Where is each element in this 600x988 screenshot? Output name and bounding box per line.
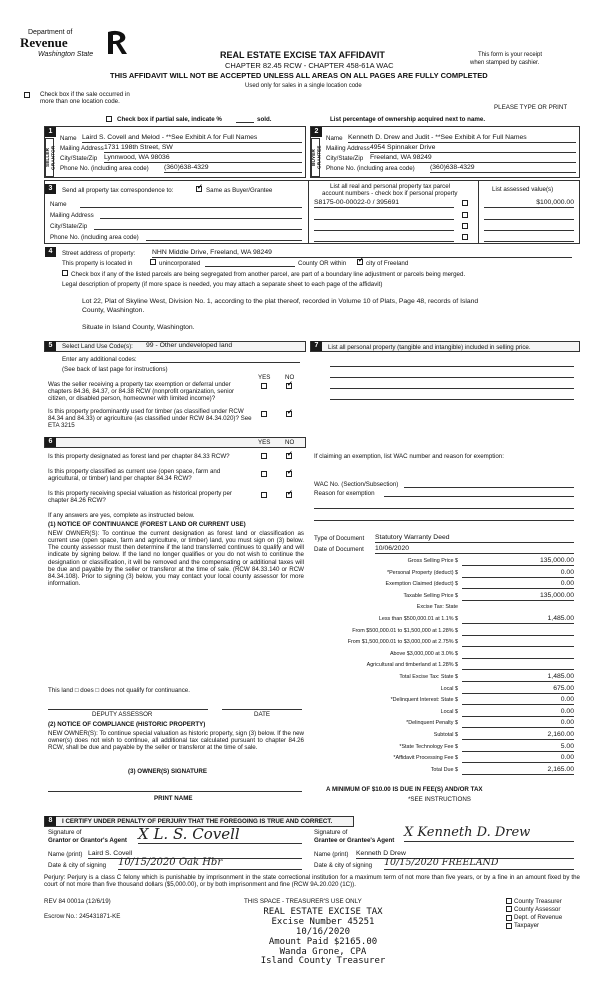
tax-row-label: *Affidavit Processing Fee $	[393, 755, 458, 762]
tax-row-label: From $500,000.01 to $1,500,000 at 1.28% $	[352, 627, 458, 634]
segregated-checkbox[interactable]	[62, 270, 70, 277]
buyer-city-label: City/State/Zip	[326, 155, 364, 162]
tax-row-value[interactable]	[462, 638, 574, 647]
send-to-label: Send all property tax correspondence to:	[62, 187, 174, 194]
partial-sale-sold: sold.	[257, 116, 272, 123]
seller-phone-field[interactable]: (360)638-4329	[164, 164, 302, 173]
grantor-sig-label-1: Signature of	[48, 829, 82, 836]
parcel-header-1: List all real and personal property tax parcel	[330, 183, 451, 190]
s6-q3-no[interactable]	[286, 492, 294, 499]
section-6-number: 6	[45, 437, 56, 447]
grantor-signature[interactable]: X L. S. Covell	[138, 826, 302, 844]
stamp-line-2: Excise Number 45251	[271, 916, 375, 927]
grantor-name-label: Name (print)	[48, 851, 83, 858]
buyer-side-label: BUYER GRANTEE	[311, 138, 320, 177]
section-2-number: 2	[311, 127, 322, 137]
buyer-name-field[interactable]: Kenneth D. Drew and Judit - **See Exhibit A for Full Names	[348, 134, 576, 143]
deputy-label: DEPUTY ASSESSOR	[92, 711, 153, 718]
seller-name-field[interactable]: Laird S. Covell and Melod - **See Exhibit A for Full Names	[82, 134, 302, 143]
treasurer-space-label: THIS SPACE - TREASURER'S USE ONLY	[244, 898, 362, 905]
additional-codes-label: Enter any additional codes:	[62, 356, 137, 363]
parcel-line-4	[314, 241, 454, 242]
buyer-city-field[interactable]: Freeland, WA 98249	[370, 154, 576, 163]
seller-address-label: Mailing Address	[60, 145, 104, 152]
same-as-buyer-checkbox[interactable]	[196, 186, 204, 193]
land-use-label: Select Land Use Code(s):	[62, 343, 133, 350]
form-warning: THIS AFFIDAVIT WILL NOT BE ACCEPTED UNLESS ALL AREAS ON ALL PAGES ARE FULLY COMPLETED	[110, 71, 488, 80]
multi-location-label-2: more than one location code.	[40, 98, 120, 105]
tax-row-value[interactable]: 5.00	[462, 743, 574, 752]
parcel-pp-checkbox-1[interactable]	[462, 200, 470, 207]
buyer-name-label: Name	[326, 135, 343, 142]
s3-divider	[308, 180, 309, 244]
grantee-date-field[interactable]: 10/15/2020 FREELAND	[384, 858, 574, 870]
parcel-pp-checkbox-3[interactable]	[462, 223, 470, 230]
seller-city-label: City/State/Zip	[60, 155, 98, 162]
s6-q1-no[interactable]	[286, 453, 294, 460]
parcel-line-2	[314, 219, 454, 220]
certify-text: I CERTIFY UNDER PENALTY OF PERJURY THAT THE FOREGOING IS TRUE AND CORRECT.	[62, 818, 333, 825]
grantee-signature[interactable]: X Kenneth D. Drew	[404, 826, 574, 842]
copy-checkbox[interactable]	[506, 898, 512, 904]
tax-row-label: *State Technology Fee $	[399, 743, 458, 750]
buyer-phone-field[interactable]: (360)638-4329	[430, 164, 576, 173]
reason-label: Reason for exemption	[314, 490, 375, 497]
legal-desc-line-2: County, Washington.	[82, 307, 145, 314]
multi-location-label-1: Check box if the sale occurred in	[40, 91, 130, 98]
s7-label: List all personal property (tangible and intangible) included in selling price.	[328, 344, 531, 351]
notice1-title: (1) NOTICE OF CONTINUANCE (FOREST LAND OR CURRENT USE)	[48, 521, 246, 528]
reason-line-2	[314, 508, 574, 509]
doc-date-label: Date of Document	[314, 546, 364, 553]
s3-name-field[interactable]	[80, 207, 302, 208]
additional-codes-field[interactable]	[150, 362, 300, 363]
buyer-address-field[interactable]: 4954 Spinnaker Drive	[370, 144, 576, 153]
s5-q2-no[interactable]	[286, 411, 294, 418]
copy-item	[506, 922, 562, 929]
tax-row-label: Total Due $	[430, 766, 458, 773]
stamp-line-4: Amount Paid $2165.00	[268, 936, 378, 947]
unincorporated-checkbox[interactable]	[150, 259, 158, 266]
tax-row-value[interactable]: 0.00	[462, 569, 574, 578]
copy-label: Taxpayer	[514, 922, 540, 930]
tax-row-label: *Delinquent Penalty $	[406, 720, 458, 727]
segregated-label: Check box if any of the listed parcels are being segregated from another parcel, are part of a boundary line adjustment or parcels being merged.	[71, 271, 466, 278]
notice2-title: (2) NOTICE OF COMPLIANCE (HISTORIC PROPERTY)	[48, 721, 206, 728]
seller-side-label: SELLER GRANTOR	[45, 138, 54, 177]
tax-row-label: *Personal Property (deduct) $	[386, 569, 458, 576]
assessed-line-2	[484, 219, 574, 220]
deputy-date-line	[222, 709, 302, 710]
s5-q1-text: Was the seller receiving a property tax exemption or deferral under chapters 84.36, 84.37, or 84.38 RCW (nonprofit organization, senior citizen, or disabled person, homeowner with limited income)?	[48, 381, 235, 403]
copy-checkbox[interactable]	[506, 906, 512, 912]
revenue-logo-icon	[104, 28, 130, 58]
same-as-buyer-label: Same as Buyer/Grantee	[206, 187, 273, 194]
parcel-line-3	[314, 230, 454, 231]
grantor-name-field[interactable]: Laird S. Covell	[88, 850, 302, 859]
parcel-pp-checkbox-2[interactable]	[462, 212, 470, 219]
s3-phone-label: Phone No. (including area code)	[50, 234, 139, 241]
grantee-date-label: Date & city of signing	[314, 862, 373, 869]
reason-line-3	[314, 520, 574, 521]
owner-sig-label: (3) OWNER(S) SIGNATURE	[128, 768, 207, 775]
stamp-line-5: Wanda Grone, CPA	[279, 946, 367, 957]
single-location-note: Used only for sales in a single location code	[245, 83, 362, 89]
multi-location-checkbox[interactable]	[24, 92, 32, 99]
s3-phone-field[interactable]	[146, 240, 302, 241]
seller-phone-label: Phone No. (including area code)	[60, 165, 149, 172]
print-name-label: PRINT NAME	[154, 795, 193, 802]
legal-desc-line-3: Situate in Island County, Washington.	[82, 324, 195, 331]
tax-row-value[interactable]: 1,485.00	[462, 615, 574, 624]
please-type-note: PLEASE TYPE OR PRINT	[494, 104, 568, 111]
parcel-field-1[interactable]: S8175-00-00022-0 / 395691	[314, 199, 454, 208]
s6-q2-yes[interactable]	[261, 471, 269, 478]
escrow-number: Escrow No.: 245431871-KE	[44, 913, 121, 920]
seller-name-label: Name	[60, 135, 77, 142]
s3-assessed-divider	[478, 180, 479, 244]
tax-row-label: Local $	[440, 708, 458, 715]
unincorporated-label: unincorporated	[159, 260, 201, 267]
legal-desc-label: Legal description of property (if more space is needed, you may attach a separate sheet to each page of the affidavit)	[62, 281, 383, 288]
tax-row-label: Agricultural and timberland at 1.28% $	[366, 662, 458, 669]
s7-line-3	[330, 388, 574, 389]
tax-row-label: Subtotal $	[433, 732, 458, 738]
s7-line-2	[330, 377, 574, 378]
s7-line-4	[330, 399, 574, 400]
grantee-sig-label: Grantee or Grantee's Agent	[314, 837, 395, 844]
see-instructions-note: *SEE INSTRUCTIONS	[408, 796, 471, 803]
buyer-phone-label: Phone No. (including area code)	[326, 165, 415, 172]
tax-row-label: Total Excise Tax: State $	[399, 674, 458, 680]
tax-row-value[interactable]: 135,000.00	[462, 557, 574, 566]
wac-label: WAC No. (Section/Subsection)	[314, 481, 399, 488]
tax-row-label: Above $3,000,000 at 3.0% $	[389, 650, 458, 657]
stamp-line-3: 10/16/2020	[295, 926, 351, 937]
s5-yes-label: YES	[258, 374, 271, 381]
s5-q2-yes[interactable]	[261, 411, 269, 418]
tax-row-label: From $1,500,000.01 to $3,000,000 at 2.75% $	[347, 639, 458, 646]
copy-label: Dept. of Revenue	[514, 914, 563, 922]
receipt-note-1: This form is your receipt	[478, 52, 543, 58]
copy-list	[506, 898, 562, 930]
seller-city-field[interactable]: Lynnwood, WA 98036	[104, 154, 302, 163]
tax-row-value[interactable]: 2,165.00	[462, 766, 574, 775]
section-1-number: 1	[45, 127, 56, 137]
partial-sale-label: Check box if partial sale, indicate %	[117, 116, 222, 123]
tax-row-label: Local $	[440, 685, 458, 692]
revenue-text: Revenue	[20, 35, 68, 50]
street-label: Street address of property:	[62, 250, 136, 257]
parcel-pp-checkbox-4[interactable]	[462, 234, 470, 241]
tax-row-value[interactable]: 135,000.00	[462, 592, 574, 601]
s3-city-field[interactable]	[94, 229, 302, 230]
buyer-address-label: Mailing Address	[326, 145, 370, 152]
doc-type-label: Type of Document	[314, 535, 365, 542]
s6-q1-yes[interactable]	[261, 453, 269, 460]
copy-item	[506, 906, 562, 913]
copy-label: County Assessor	[514, 906, 561, 914]
tax-row-value[interactable]: 1,485.00	[462, 673, 574, 682]
assessed-line-3	[484, 230, 574, 231]
stamp-line-6: Island County Treasurer	[260, 956, 386, 967]
tax-row-value[interactable]	[462, 627, 574, 636]
tax-row-value[interactable]: 0.00	[462, 754, 574, 763]
wac-field[interactable]	[404, 487, 574, 488]
land-use-field[interactable]: 99 - Other undeveloped land	[146, 342, 233, 349]
grantor-sig-label: Grantor or Grantor's Agent	[48, 837, 127, 844]
grantee-name-label: Name (print)	[314, 851, 349, 858]
see-back-note: (See back of last page for instructions)	[62, 366, 168, 373]
reason-field[interactable]	[384, 496, 574, 497]
legal-desc-line-1: Lot 22, Plat of Skyline West, Division No. 1, according to the plat thereof, recorded in Volume 10 of Plats, Page 48, records of Island	[82, 298, 479, 305]
ownership-note: List percentage of ownership acquired next to name.	[330, 116, 486, 123]
city-of-label: city of Freeland	[366, 260, 409, 267]
tax-row-label: Exemption Claimed (deduct) $	[385, 581, 458, 588]
receipt-note-2: when stamped by cashier.	[470, 60, 540, 66]
s3-name-label: Name	[50, 201, 67, 208]
tax-row-value[interactable]	[462, 650, 574, 659]
section-5-number: 5	[45, 341, 56, 351]
parcel-header-2: account numbers - check box if personal property	[322, 190, 458, 197]
copy-label: County Treasurer	[514, 898, 562, 905]
tax-row-label: Taxable Selling Price $	[403, 592, 458, 599]
s6-q1-text: Is this property designated as forest land per chapter 84.33 RCW?	[48, 453, 230, 460]
s6-yes-label: YES	[258, 439, 271, 446]
notice2-body: NEW OWNER(S): To continue special valuation as historic property, sign (3) below. If the new owner(s) does not wish to continue, all additional tax calculated pursuant to chapter 84.26 RCW, shall be due and payable by the seller or transferor at the time of sale.	[48, 730, 304, 752]
perjury-notice: Perjury: Perjury is a class C felony which is punishable by imprisonment in the state correctional institution for a maximum term of not more than five years, or by a fine in an amount fixed by the court of not more than five thousand dollars ($5,000.00), or by both imprisonment and fine (RCW 9A.20.020 (1C)).	[44, 874, 580, 889]
deputy-date-label: DATE	[254, 711, 271, 718]
partial-sale-checkbox[interactable]	[106, 116, 114, 123]
section-3-number: 3	[45, 184, 56, 194]
dor-logo	[20, 28, 130, 66]
s3-mailing-field[interactable]	[100, 218, 302, 219]
section-7-number: 7	[311, 341, 322, 351]
tax-row-value[interactable]	[462, 661, 574, 670]
s5-q2-text: Is this property predominantly used for timber (as classified under RCW 84.34 and 84.33) or agriculture (as classified under RCW 84.34.020)? See ETA 3215	[48, 408, 252, 430]
copy-item	[506, 898, 562, 905]
s6-q2-no[interactable]	[286, 471, 294, 478]
street-field[interactable]: NHN Middle Drive, Freeland, WA 98249	[152, 249, 572, 258]
tax-row-value[interactable]: 0.00	[462, 708, 574, 717]
grantor-date-label: Date & city of signing	[48, 862, 107, 869]
grantee-sig-label-1: Signature of	[314, 829, 348, 836]
section-4-number: 4	[45, 247, 56, 257]
seller-address-field[interactable]: 1731 198th Street, SW	[104, 144, 302, 153]
copy-checkbox[interactable]	[506, 923, 512, 929]
s6-q3-text: Is this property receiving special valuation as historical property per chapter 84.26 RCW?	[48, 490, 232, 505]
grantee-name-field[interactable]: Kenneth D Drew	[356, 850, 574, 859]
tax-row-label: Gross Selling Price $	[407, 558, 458, 564]
exemption-label: If claiming an exemption, list WAC number and reason for exemption:	[314, 453, 504, 460]
dept-of-text: Department of	[28, 29, 73, 36]
washington-state-text: Washington State	[38, 51, 94, 58]
form-title: REAL ESTATE EXCISE TAX AFFIDAVIT	[220, 50, 385, 60]
assessed-field-1[interactable]: $100,000.00	[484, 199, 574, 208]
form-subtitle: CHAPTER 82.45 RCW - CHAPTER 458-61A WAC	[225, 61, 394, 70]
doc-date-field[interactable]: 10/06/2020	[375, 545, 574, 554]
grantor-date-field[interactable]: 10/15/2020 Oak Hbr	[118, 857, 302, 870]
assessed-line-4	[484, 241, 574, 242]
copy-checkbox[interactable]	[506, 915, 512, 921]
tax-row-value[interactable]: 0.00	[462, 696, 574, 705]
s5-q1-no[interactable]	[286, 383, 294, 390]
tax-row-label: Excise Tax: State	[416, 604, 458, 611]
s3-city-label: City/State/Zip	[50, 223, 88, 230]
s6-q2-text: Is this property classified as current use (open space, farm and agricultural, or timber) land per chapter 84.34 RCW?	[48, 468, 221, 483]
city-of-checkbox[interactable]	[357, 259, 365, 266]
stamp-line-1: REAL ESTATE EXCISE TAX	[263, 907, 383, 917]
tax-row-label: Less than $500,000.01 at 1.1% $	[378, 616, 458, 622]
doc-type-field[interactable]: Statutory Warranty Deed	[375, 534, 574, 543]
county-or-label: County OR within	[298, 260, 347, 267]
s3-mailing-label: Mailing Address	[50, 212, 94, 219]
form-rev-number: REV 84 0001a (12/6/19)	[44, 898, 111, 905]
s6-q3-yes[interactable]	[261, 492, 269, 499]
tax-row-value[interactable]: 675.00	[462, 685, 574, 694]
s7-line-1	[330, 366, 574, 367]
partial-sale-percent-field[interactable]	[236, 122, 254, 123]
s5-no-label: NO	[285, 374, 295, 381]
owner-sig-line	[48, 791, 302, 792]
s6-if-yes: If any answers are yes, complete as instructed below.	[48, 512, 195, 519]
deputy-sig-line	[48, 709, 208, 710]
assessed-header: List assessed value(s)	[492, 186, 554, 193]
tax-row-value[interactable]: 0.00	[462, 580, 574, 589]
located-in-label: This property is located in	[62, 260, 133, 267]
minimum-due-note: A MINIMUM OF $10.00 IS DUE IN FEE(S) AND/OR TAX	[326, 786, 483, 793]
county-field[interactable]	[205, 266, 295, 267]
copy-item	[506, 914, 562, 921]
qualify-line: This land □ does □ does not qualify for continuance.	[48, 687, 190, 694]
tax-row-label: *Delinquent Interest: State $	[390, 697, 458, 704]
treasurer-stamp	[238, 908, 408, 967]
s5-q1-yes[interactable]	[261, 383, 269, 390]
section-8-number: 8	[45, 816, 56, 826]
notice1-body: NEW OWNER(S): To continue the current designation as forest land or classification as current use (open space, farm and agriculture, or timber) land, you must sign on (3) below. The county assessor must then determine if the land transferred continues to qualify and will indicate by signing below. If the land no longer qualifies or you do not wish to continue the designation or classification, it will be removed and the compensating or additional taxes will be due and payable by the seller or transferor at the time of sale. (RCW 84.33.140 or RCW 84.34.108). Prior to signing (3) below, you may contact your local county assessor for more information.	[48, 530, 304, 587]
tax-row-value[interactable]: 2,160.00	[462, 731, 574, 740]
tax-row-value[interactable]: 0.00	[462, 719, 574, 728]
s6-no-label: NO	[285, 439, 295, 446]
